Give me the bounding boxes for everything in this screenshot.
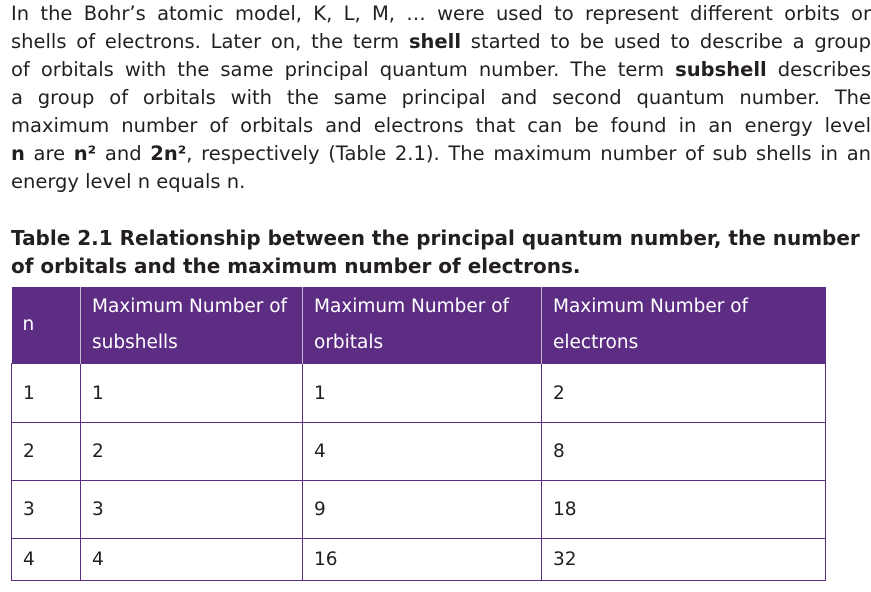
text-run: started to be used to describe a group	[461, 30, 871, 53]
text-run: maximum number of orbitals and electrons that can be found in an energy level	[11, 114, 871, 137]
paragraph-line	[11, 0, 871, 28]
cell-subshells: 4	[81, 539, 303, 581]
paragraph-line	[11, 56, 871, 84]
header-orbitals: Maximum Number of orbitals	[303, 287, 542, 364]
text-run: a group of orbitals with the same principal and second quantum number. The	[11, 86, 871, 109]
bold-term: n	[11, 142, 25, 165]
bold-term: n²	[73, 142, 97, 165]
cell-orbitals: 4	[303, 423, 542, 481]
cell-orbitals: 1	[303, 364, 542, 423]
text-run: and	[96, 142, 151, 165]
table-row	[12, 539, 826, 581]
paragraph-line	[11, 112, 871, 140]
cell-orbitals: 9	[303, 481, 542, 539]
cell-n: 4	[12, 539, 81, 581]
cell-n: 1	[12, 364, 81, 423]
term-shell: shell	[408, 30, 462, 53]
caption-line-2: of orbitals and the maximum number of electrons.	[11, 254, 581, 278]
paragraph-line	[11, 84, 871, 112]
text-run: In the Bohr’s atomic model, K, L, M, … were used to represent different orbits or	[11, 2, 871, 25]
cell-n: 3	[12, 481, 81, 539]
table-row	[12, 423, 826, 481]
cell-subshells: 1	[81, 364, 303, 423]
paragraph-line	[11, 28, 871, 56]
caption-line-1: Table 2.1 Relationship between the principal quantum number, the number	[11, 226, 860, 250]
text-run: shells of electrons. Later on, the term	[11, 30, 409, 53]
cell-electrons: 2	[542, 364, 826, 423]
cell-electrons: 18	[542, 481, 826, 539]
header-n: n	[12, 287, 81, 364]
term-subshell: subshell	[675, 58, 767, 81]
text-run: , respectively (Table 2.1). The maximum number of sub shells in an	[186, 142, 871, 165]
bold-term: 2n²	[150, 142, 187, 165]
text-run: are	[24, 142, 74, 165]
paragraph-line	[11, 168, 871, 196]
cell-electrons: 32	[542, 539, 826, 581]
table-row	[12, 364, 826, 423]
cell-subshells: 2	[81, 423, 303, 481]
cell-n: 2	[12, 423, 81, 481]
text-run: energy level n equals n.	[11, 170, 246, 193]
cell-subshells: 3	[81, 481, 303, 539]
header-electrons: Maximum Number of electrons	[542, 287, 826, 364]
table-header-row	[12, 287, 826, 364]
quantum-number-table	[11, 287, 826, 581]
header-subshells: Maximum Number of subshells	[81, 287, 303, 364]
text-run: of orbitals with the same principal quantum number. The term	[11, 58, 676, 81]
intro-paragraph	[11, 0, 871, 196]
table-row	[12, 481, 826, 539]
cell-orbitals: 16	[303, 539, 542, 581]
paragraph-line	[11, 140, 871, 168]
text-run: describes	[766, 58, 871, 81]
cell-electrons: 8	[542, 423, 826, 481]
table-caption	[11, 224, 860, 280]
